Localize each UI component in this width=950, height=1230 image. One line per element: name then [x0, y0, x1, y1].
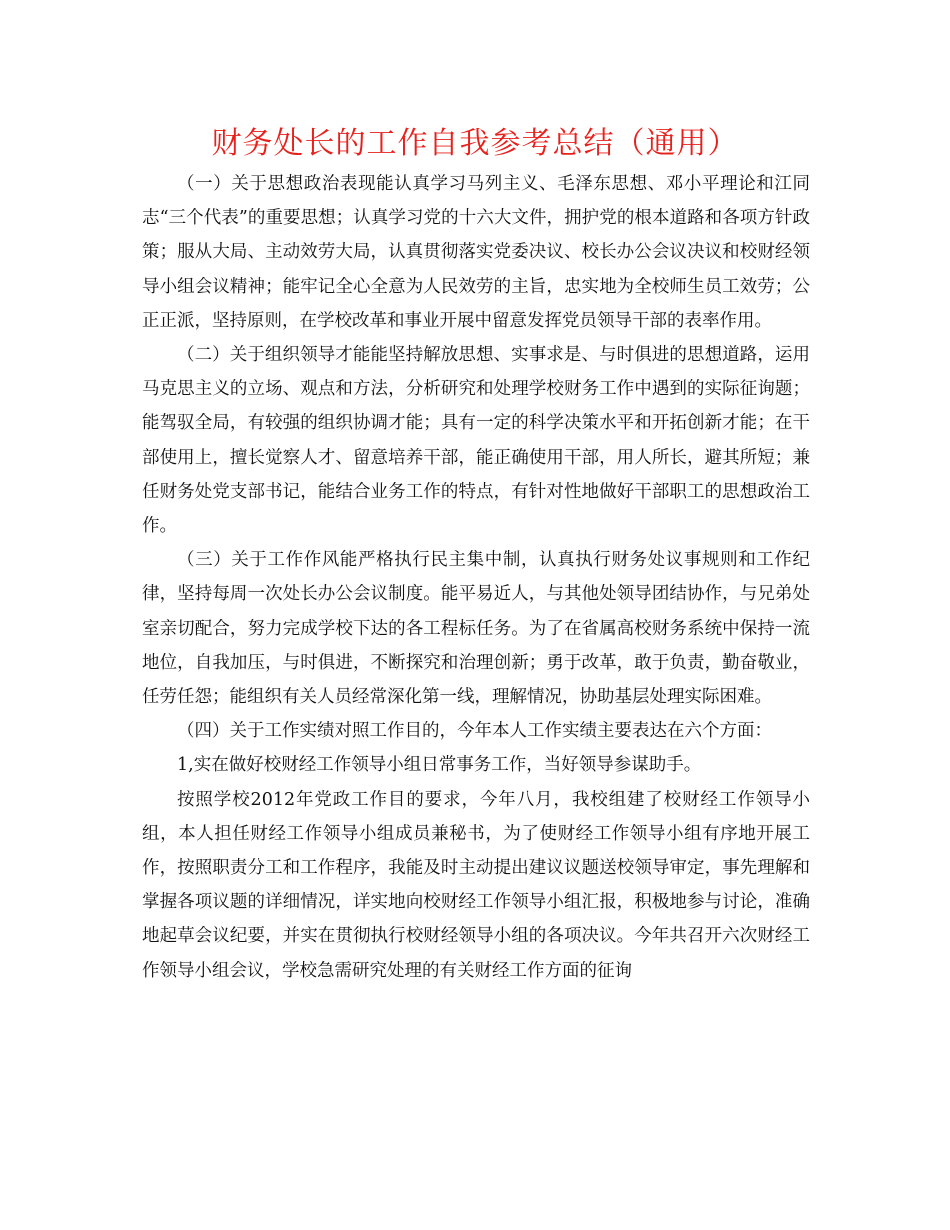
- paragraph-finance-group: 按照学校2012年党政工作目的要求，今年八月，我校组建了校财经工作领导小组，本人担任财经工作领导小组成员兼秘书，为了使财经工作领导小组有序地开展工作，按照职责分工和工作程序，我能及时主动提出建议议题送校领导审定，事先理解和掌握各项议题的详细情况，详实地向校财经工作领导小组汇报，积极地参与讨论，准确地起草会议纪要，并实在贯彻执行校财经领导小组的各项决议。今年共召开六次财经工作领导小组会议，学校急需研究处理的有关财经工作方面的征询: [142, 789, 810, 981]
- paragraph-political: （一）关于思想政治表现能认真学习马列主义、毛泽东思想、邓小平理论和江同志“三个代表”的重要思想；认真学习党的十六大文件，拥护党的根本道路和各项方针政策；服从大局、主动效劳大局，认真贯彻落实党委决议、校长办公会议决议和校财经领导小组会议精神；能牢记全心全意为人民效劳的主旨，忠实地为全校师生员工效劳；公正正派，坚持原则，在学校改革和事业开展中留意发挥党员领导干部的表率作用。: [142, 174, 810, 331]
- document-body: [142, 167, 810, 988]
- paragraph-leadership: （二）关于组织领导才能能坚持解放思想、实事求是、与时俱进的思想道路，运用马克思主义的立场、观点和方法，分析研究和处理学校财务工作中遇到的实际征询题；能驾驭全局，有较强的组织协调才能；具有一定的科学决策水平和开拓创新才能；在干部使用上，擅长觉察人才、留意培养干部，能正确使用干部，用人所长，避其所短；兼任财务处党支部书记，能结合业务工作的特点，有针对性地做好干部职工的思想政治工作。: [142, 345, 810, 537]
- paragraph-achievements: （四）关于工作实绩对照工作目的，今年本人工作实绩主要表达在六个方面：: [177, 721, 772, 742]
- paragraph-item-1: 1,实在做好校财经工作领导小组日常事务工作，当好领导参谋助手。: [177, 755, 702, 776]
- paragraph-work-style: （三）关于工作作风能严格执行民主集中制，认真执行财务处议事规则和工作纪律，坚持每周一次处长办公会议制度。能平易近人，与其他处领导团结协作，与兄弟处室亲切配合，努力完成学校下达的各工程标任务。为了在省属高校财务系统中保持一流地位，自我加压，与时俱进，不断探究和治理创新；勇于改革，敢于负责，勤奋敬业，任劳任怨；能组织有关人员经常深化第一线，理解情况，协助基层处理实际困难。: [142, 550, 810, 708]
- document-title: 财务处长的工作自我参考总结（通用）: [211, 126, 739, 161]
